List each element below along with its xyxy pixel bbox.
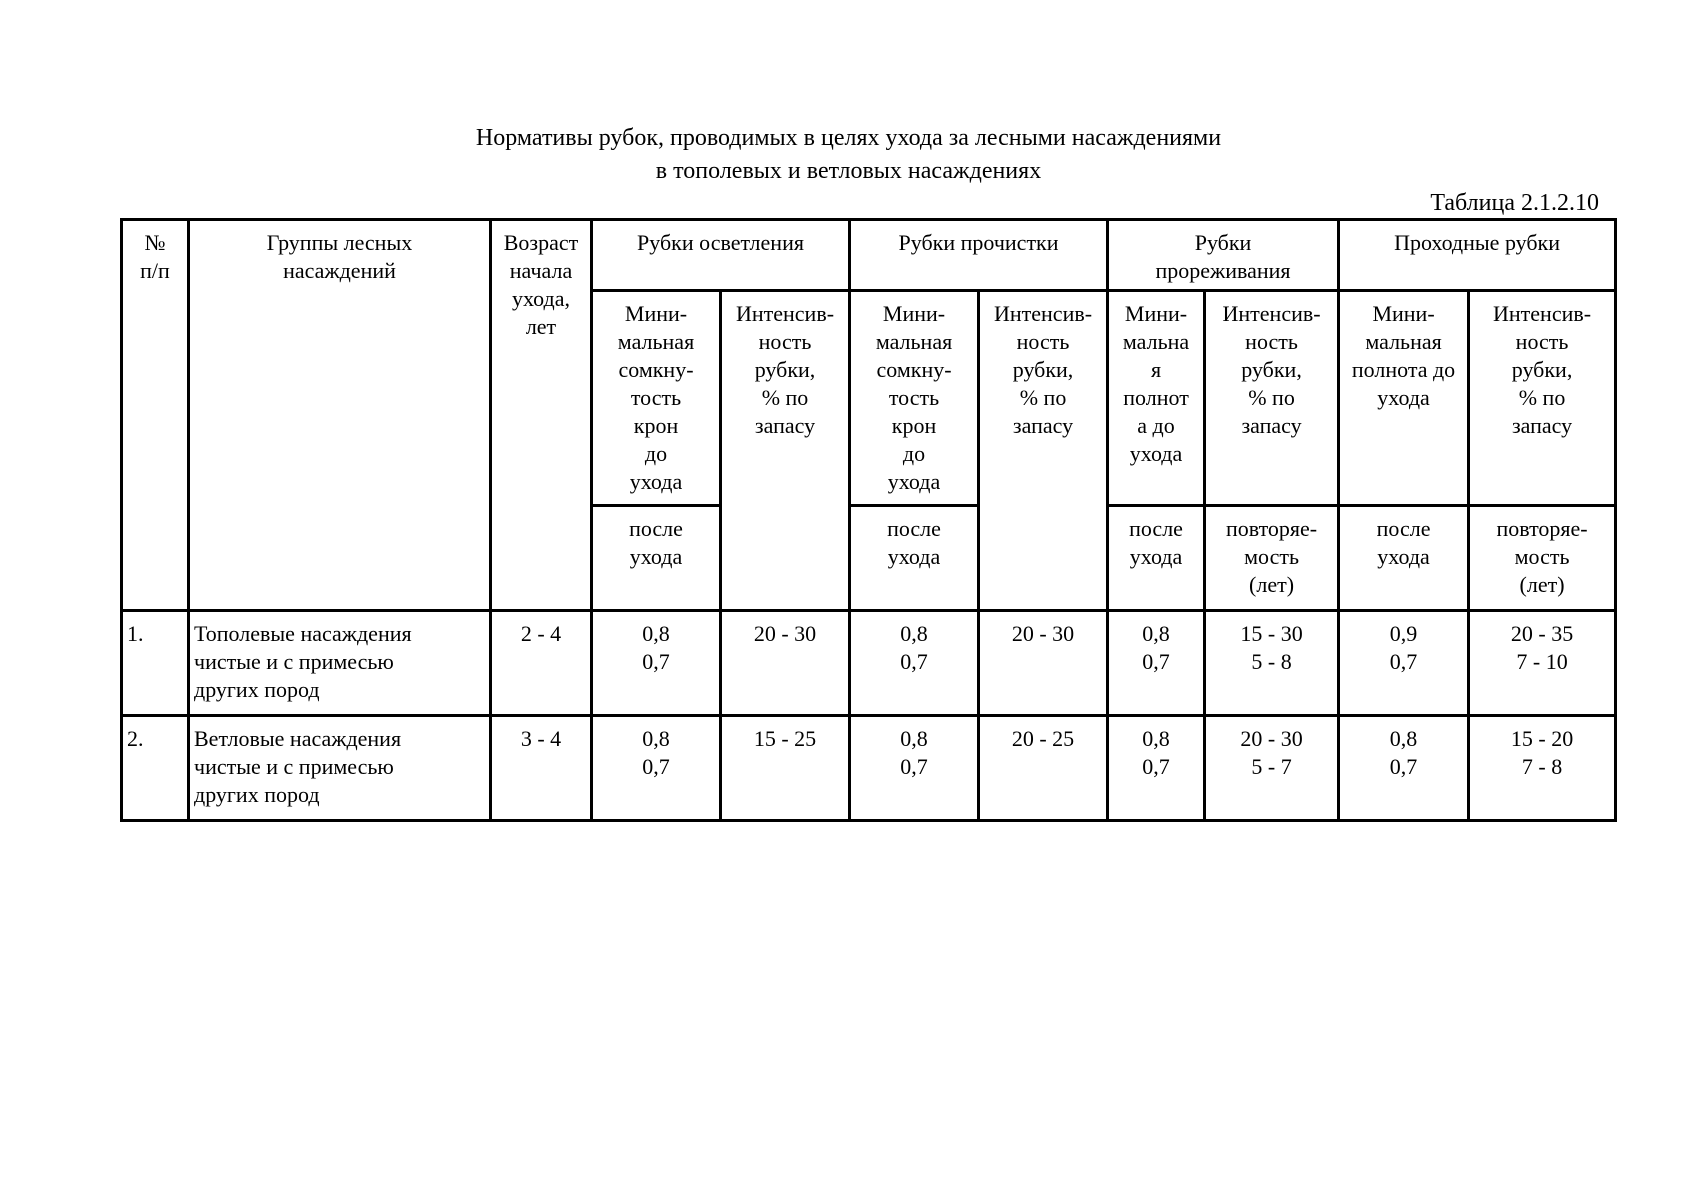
row-prz-density: 0,8 0,7 — [1108, 611, 1205, 716]
header-prh-min-density: Мини- мальная полнота до ухода — [1339, 291, 1469, 506]
header-pro-intensity: Интенсив- ность рубки, % по запасу — [979, 291, 1108, 611]
row-prh-density: 0,8 0,7 — [1339, 716, 1469, 821]
header-pro-after: после ухода — [850, 506, 979, 611]
header-osvetleniya: Рубки осветления — [592, 220, 850, 291]
row-prz-intensity: 15 - 30 5 - 8 — [1205, 611, 1339, 716]
row-osv-intensity: 15 - 25 — [721, 716, 850, 821]
header-prokhodnye: Проходные рубки — [1339, 220, 1616, 291]
header-osv-intensity: Интенсив- ность рубки, % по запасу — [721, 291, 850, 611]
header-age: Возраст начала ухода, лет — [491, 220, 592, 611]
header-pro-min-density: Мини- мальная сомкну- тость крон до ухода — [850, 291, 979, 506]
row-prh-density: 0,9 0,7 — [1339, 611, 1469, 716]
row-group: Тополевые насаждения чистые и с примесью других пород — [189, 611, 491, 716]
row-group: Ветловые насаждения чистые и с примесью других пород — [189, 716, 491, 821]
header-num: № п/п — [122, 220, 189, 611]
table-row — [122, 611, 1616, 716]
row-pro-density: 0,8 0,7 — [850, 716, 979, 821]
row-age: 3 - 4 — [491, 716, 592, 821]
row-osv-density: 0,8 0,7 — [592, 716, 721, 821]
header-prz-after: после ухода — [1108, 506, 1205, 611]
header-prh-intensity: Интенсив- ность рубки, % по запасу — [1469, 291, 1616, 506]
header-group: Группы лесных насаждений — [189, 220, 491, 611]
row-age: 2 - 4 — [491, 611, 592, 716]
header-prz-repeat: повторяе- мость (лет) — [1205, 506, 1339, 611]
table-row — [122, 716, 1616, 821]
row-prz-intensity: 20 - 30 5 - 7 — [1205, 716, 1339, 821]
header-row-groups — [122, 220, 1616, 291]
row-osv-density: 0,8 0,7 — [592, 611, 721, 716]
row-pro-intensity: 20 - 25 — [979, 716, 1108, 821]
row-pro-density: 0,8 0,7 — [850, 611, 979, 716]
header-prh-after: после ухода — [1339, 506, 1469, 611]
row-num: 1. — [122, 611, 189, 716]
header-prochistki: Рубки прочистки — [850, 220, 1108, 291]
row-prz-density: 0,8 0,7 — [1108, 716, 1205, 821]
table-number: Таблица 2.1.2.10 — [1430, 190, 1599, 216]
document-title — [0, 122, 1697, 188]
row-osv-intensity: 20 - 30 — [721, 611, 850, 716]
header-prh-repeat: повторяе- мость (лет) — [1469, 506, 1616, 611]
header-osv-after: после ухода — [592, 506, 721, 611]
header-osv-min-density: Мини- мальная сомкну- тость крон до ухода — [592, 291, 721, 506]
row-pro-intensity: 20 - 30 — [979, 611, 1108, 716]
row-prh-intensity: 20 - 35 7 - 10 — [1469, 611, 1616, 716]
norms-table — [120, 218, 1617, 822]
header-prorezhivaniya: Рубки прореживания — [1108, 220, 1339, 291]
title-line-1: Нормативы рубок, проводимых в целях ухода за лесными насаждениями — [475, 125, 1222, 151]
header-prz-min-density: Мини- мальна я полнот а до ухода — [1108, 291, 1205, 506]
row-num: 2. — [122, 716, 189, 821]
row-prh-intensity: 15 - 20 7 - 8 — [1469, 716, 1616, 821]
header-prz-intensity: Интенсив- ность рубки, % по запасу — [1205, 291, 1339, 506]
title-line-2: в тополевых и ветловых насаждениях — [655, 158, 1042, 184]
